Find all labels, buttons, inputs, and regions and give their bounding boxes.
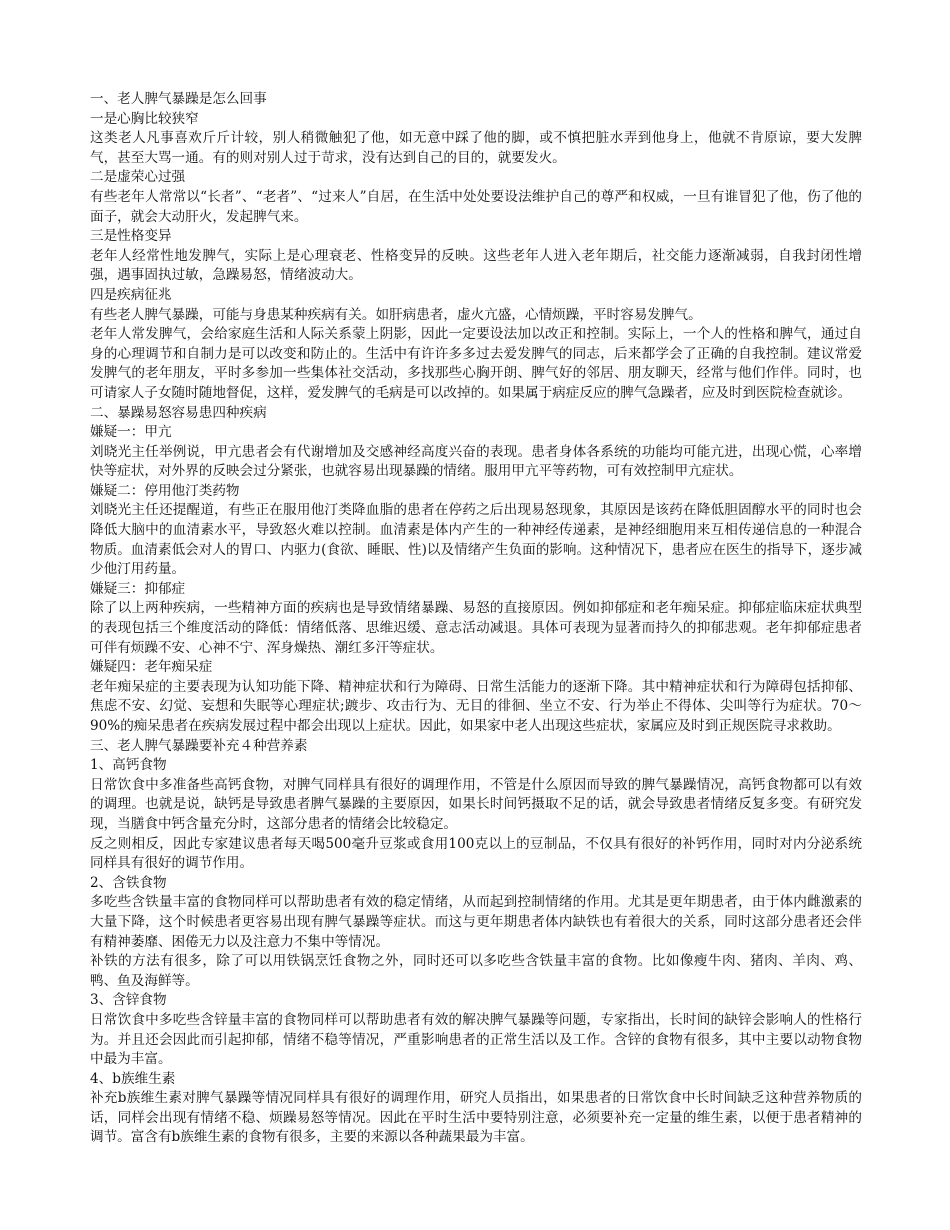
paragraph: 有些老人脾气暴躁，可能与身患某种疾病有关。如肝病患者，虚火亢盛，心情烦躁，平时容易发脾气。 <box>90 306 702 323</box>
paragraph: 多吃些含铁量丰富的食物同样可以帮助患者有效的稳定情绪，从而起到控制情绪的作用。尤其是更年期患者，由于体内雌激素的大量下降，这个时候患者更容易出现有脾气暴躁等症状。而这与更年期患者体内缺铁也有着很大的关系，同时这部分患者还会伴有精神萎靡、困倦无力以及注意力不集中等情况。 <box>90 894 862 950</box>
subheading: 三是性格变异 <box>90 228 172 245</box>
section-heading: 三、老人脾气暴躁要补充４种营养素 <box>90 737 308 754</box>
paragraph: 老年人常发脾气，会给家庭生活和人际关系蒙上阴影，因此一定要设法加以改正和控制。实际上，一个人的性格和脾气，通过自身的心理调节和自制力是可以改变和防止的。生活中有许许多多过去爱发脾气的同志，后来都学会了正确的自我控制。建议常爱发脾气的老年朋友，平时多参加一些集体社交活动，多找那些心胸开朗、脾气好的邻居、朋友聊天，经常与他们作伴。同时，也可请家人子女随时随地督促，这样，爱发脾气的毛病是可以改掉的。如果属于病症反应的脾气急躁者，应及时到医院检查就诊。 <box>90 326 862 401</box>
subheading: 4、b族维生素 <box>90 1070 176 1087</box>
subheading: 嫌疑三：抑郁症 <box>90 580 186 597</box>
subheading: 嫌疑二：停用他汀类药物 <box>90 482 240 499</box>
paragraph: 老年人经常性地发脾气，实际上是心理衰老、性格变异的反映。这些老年人进入老年期后，社交能力逐渐减弱，自我封闭性增强，遇事固执过敏，急躁易怒，情绪波动大。 <box>90 247 862 284</box>
paragraph: 日常饮食中多吃些含锌量丰富的食物同样可以帮助患者有效的解决脾气暴躁等问题，专家指出，长时间的缺锌会影响人的性格行为。并且还会因此而引起抑郁，情绪不稳等情况，严重影响患者的正常生活以及工作。含锌的食物有很多，其中主要以动物食物中最为丰富。 <box>90 1011 862 1068</box>
subheading: 一是心胸比较狭窄 <box>90 110 199 127</box>
subheading: 2、含铁食物 <box>90 874 167 891</box>
paragraph: 除了以上两种疾病，一些精神方面的疾病也是导致情绪暴躁、易怒的直接原因。例如抑郁症和老年痴呆症。抑郁症临床症状典型的表现包括三个维度活动的降低：情绪低落、思维迟缓、意志活动减退。具体可表现为显著而持久的抑郁悲观。老年抑郁症患者可伴有烦躁不安、心神不宁、浑身燥热、潮红多汗等症状。 <box>90 600 862 656</box>
paragraph: 有些老年人常常以“长者”、“老者”、“过来人”自居，在生活中处处要设法维护自己的尊严和权威，一旦有谁冒犯了他，伤了他的面子，就会大动肝火，发起脾气来。 <box>90 188 862 225</box>
subheading: 嫌疑一：甲亢 <box>90 424 172 441</box>
section-heading: 一、老人脾气暴躁是怎么回事 <box>90 91 267 107</box>
paragraph: 补充b族维生素对脾气暴躁等情况同样具有很好的调理作用，研究人员指出，如果患者的日常饮食中长时间缺乏这种营养物质的话，同样会出现有情绪不稳、烦躁易怒等情况。因此在平时生活中要特别注意，必须要补充一定量的维生素，以便于患者精神的调节。富含有b族维生素的食物有很多，主要的来源以各种蔬果最为丰富。 <box>90 1090 862 1146</box>
subheading: 二是虚荣心过强 <box>90 169 186 186</box>
paragraph: 这类老人凡事喜欢斤斤计较，别人稍微触犯了他，如无意中踩了他的脚，或不慎把脏水弄到他身上，他就不肯原谅，要大发脾气，甚至大骂一通。有的则对别人过于苛求，没有达到自己的目的，就要发火。 <box>90 130 862 166</box>
subheading: 嫌疑四：老年痴呆症 <box>90 659 213 676</box>
subheading: 3、含锌食物 <box>90 992 167 1009</box>
subheading: 四是疾病征兆 <box>90 286 172 303</box>
paragraph: 补铁的方法有很多，除了可以用铁锅烹饪食物之外，同时还可以多吃些含铁量丰富的食物。比如像瘦牛肉、猪肉、羊肉、鸡、鸭、鱼及海鲜等。 <box>90 953 862 989</box>
paragraph: 反之则相反，因此专家建议患者每天喝500毫升豆浆或食用100克以上的豆制品，不仅具有很好的补钙作用，同时对内分泌系统同样具有很好的调节作用。 <box>90 835 862 872</box>
section-heading: 二、暴躁易怒容易患四种疾病 <box>90 404 267 421</box>
subheading: 1、高钙食物 <box>90 757 167 774</box>
paragraph: 刘晓光主任还提醒道，有些正在服用他汀类降血脂的患者在停药之后出现易怒现象，其原因是该药在降低胆固醇水平的同时也会降低大脑中的血清素水平，导致怒火难以控制。血清素是体内产生的一种神经传递素，是神经细胞用来互相传递信息的一种混合物质。血清素低会对人的胃口、内驱力(食欲、睡眠、性)以及情绪产生负面的影响。这种情况下，患者应在医生的指导下，逐步减少他汀用药量。 <box>90 502 862 578</box>
paragraph: 老年痴呆症的主要表现为认知功能下降、精神症状和行为障碍、日常生活能力的逐渐下降。其中精神症状和行为障碍包括抑郁、焦虑不安、幻觉、妄想和失眠等心理症状;踱步、攻击行为、无目的徘徊、坐立不安、行为举止不得体、尖叫等行为症状。70～90%的痴呆患者在疾病发展过程中都会出现以上症状。因此，如果家中老人出现这些症状，家属应及时到正规医院寻求救助。 <box>90 678 862 734</box>
paragraph: 刘晓光主任举例说，甲亢患者会有代谢增加及交感神经高度兴奋的表现。患者身体各系统的功能均可能亢进，出现心慌，心率增快等症状，对外界的反映会过分紧张，也就容易出现暴躁的情绪。服用甲亢平等药物，可有效控制甲亢症状。 <box>90 443 862 480</box>
paragraph: 日常饮食中多准备些高钙食物，对脾气同样具有很好的调理作用，不管是什么原因而导致的脾气暴躁情况，高钙食物都可以有效的调理。也就是说，缺钙是导致患者脾气暴躁的主要原因，如果长时间钙摄取不足的话，就会导致患者情绪反复多变。有研究发现，当膳食中钙含量充分时，这部分患者的情绪会比较稳定。 <box>90 776 862 832</box>
